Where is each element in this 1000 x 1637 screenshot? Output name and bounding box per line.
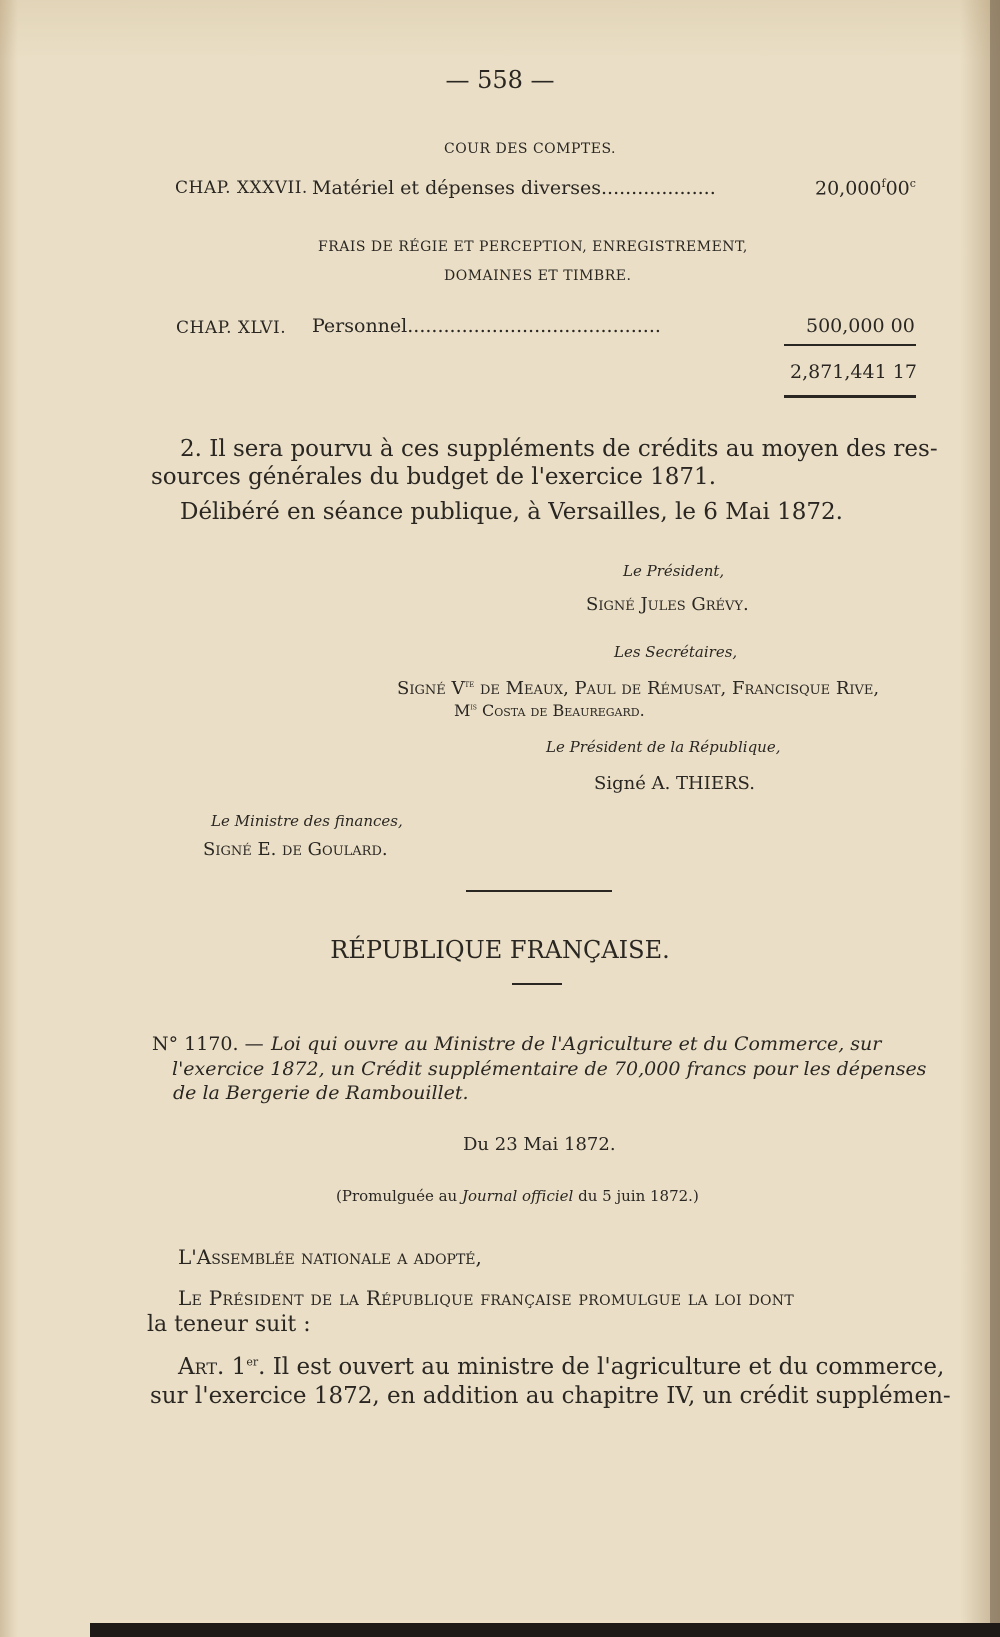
page-edge-shadow (990, 0, 1000, 1637)
cour-des-comptes-header: COUR DES COMPTES. (443, 141, 616, 157)
section-divider (466, 890, 612, 892)
secretaires-line-1: Signé $V^{te}$ de Meaux, Paul de Rémusat, Francisque Rive, (397, 678, 880, 699)
loi-number: N° 1170. — (152, 1033, 264, 1055)
article-1-line-2: sur l'exercice 1872, en addition au chapitre IV, un crédit supplémen- (150, 1383, 951, 1409)
page-number: — 558 — (445, 66, 555, 94)
article-2-line-2: sources générales du budget de l'exercice 1871. (151, 464, 717, 490)
promulgation-line: (Promulguée au Journal officiel du 5 juin 1872.) (336, 1187, 699, 1205)
ministre-title: Le Ministre des finances, (211, 812, 403, 830)
chapter-37-label: CHAP. XXXVII. (175, 178, 308, 198)
loi-date: Du 23 Mai 1872. (463, 1134, 616, 1155)
ministre-signature: Signé E. de Goulard. (203, 839, 388, 860)
secretaires-title: Les Secrétaires, (614, 643, 738, 661)
article-2-line-1: 2. Il sera pourvu à ces suppléments de crédits au moyen des res- (180, 436, 938, 462)
president-signature: Signé Jules Grévy. (586, 594, 749, 615)
republique-heading: RÉPUBLIQUE FRANÇAISE. (330, 936, 670, 964)
materiel-amount: 20,000$^f$00$^c$ (815, 177, 916, 200)
deliberation-line: Délibéré en séance publique, à Versailles, le 6 Mai 1872. (180, 499, 843, 525)
materiel-label: Matériel et dépenses diverses................... (312, 177, 716, 199)
chapter-46-label: CHAP. XLVI. (176, 318, 287, 338)
heading-underline (512, 983, 562, 985)
president-title: Le Président, (623, 562, 725, 580)
secretaires-line-2: $M^{is}$ Costa de Beauregard. (454, 701, 645, 720)
frais-header-line-2: DOMAINES ET TIMBRE. (444, 268, 632, 284)
loi-title-line-2: l'exercice 1872, un Crédit supplémentaire de 70,000 francs pour les dépenses (172, 1058, 927, 1080)
assemblee-line: L'Assemblée nationale a adopté, (178, 1245, 482, 1269)
loi-title-line-1: Loi qui ouvre au Ministre de l'Agriculture et du Commerce, sur (271, 1033, 882, 1055)
personnel-label: Personnel.......................................... (312, 315, 661, 337)
personnel-amount: 500,000 00 (806, 315, 915, 337)
loi-title-line-3: de la Bergerie de Rambouillet. (173, 1082, 469, 1104)
president-republique-title: Le Président de la République, (546, 738, 781, 756)
frais-header-line-1: FRAIS DE RÉGIE ET PERCEPTION, ENREGISTREMENT, (318, 239, 748, 255)
president-promulgue-line-1: Le Président de la République française promulgue la loi dont (178, 1286, 794, 1310)
president-promulgue-line-2: la teneur suit : (147, 1312, 311, 1337)
sum-rule-bottom (784, 395, 916, 398)
page-bottom-edge (90, 1623, 1000, 1637)
sum-rule-top (784, 344, 916, 346)
total-amount: 2,871,441 17 (790, 361, 917, 383)
president-republique-signature: Signé A. THIERS. (594, 773, 755, 794)
article-1-line-1: Art. 1er. Il est ouvert au ministre de l'agriculture et du commerce, (178, 1354, 945, 1380)
